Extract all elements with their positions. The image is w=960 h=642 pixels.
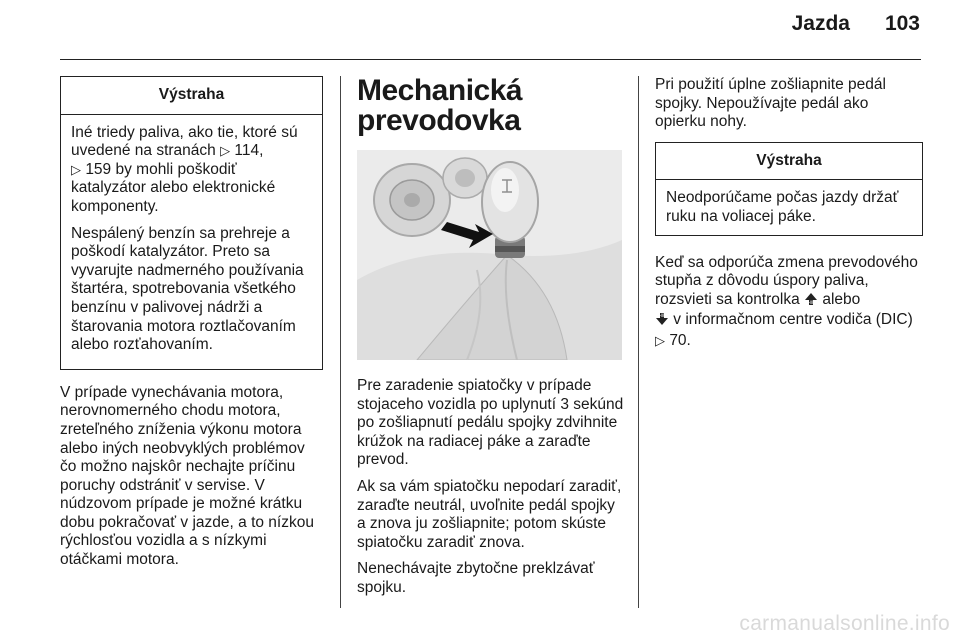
column-divider bbox=[638, 76, 639, 608]
body-text: v informačnom centre vodiča (DIC) bbox=[669, 311, 913, 329]
warning-body bbox=[61, 115, 322, 369]
warning-paragraph: Neodporúčame počas jazdy držať ruku na voliacej páke. bbox=[666, 189, 899, 225]
shift-up-indicator-icon bbox=[804, 292, 818, 312]
gear-lever-illustration bbox=[357, 150, 622, 360]
section-title-line: prevodovka bbox=[357, 104, 521, 137]
column-divider bbox=[340, 76, 341, 608]
header-divider bbox=[60, 59, 921, 60]
body-paragraph: Pri použití úplne zošliapnite pedál spojky. Nepoužívajte pedál ako opierku nohy. bbox=[655, 76, 886, 131]
body-text: Keď sa odporúča zmena prevodového stupňa z dôvodu úspory paliva, rozsvieti sa kontrolka bbox=[655, 253, 918, 308]
warning-text: 159 by mohli poškodiť katalyzátor alebo elektronické komponenty. bbox=[71, 160, 276, 215]
warning-title: Výstraha bbox=[61, 77, 322, 115]
page-reference-icon: ▷ bbox=[71, 161, 81, 177]
section-title-line: Mechanická bbox=[357, 74, 523, 107]
body-paragraph bbox=[655, 254, 923, 351]
body-paragraph: V prípade vynechávania motora, nerovnomerného chodu motora, zreteľného zníženia výkonu motora alebo iných neobvyklých problémov čo možno najskôr nechajte príčinu poruchy odstrániť v servise. V núdzovom prípade je možné krátku dobu pokračovať v jazde, a to nízkou rýchlosťou vozidla a s nízkymi otáčkami motora. bbox=[60, 383, 314, 569]
column-middle-text bbox=[357, 377, 627, 606]
gear-shift-photo bbox=[357, 150, 622, 360]
page-header-title: Jazda bbox=[791, 12, 850, 35]
page-number: 103 bbox=[884, 12, 920, 35]
warning-text: Iné triedy paliva, ako tie, ktoré sú uvedené na stranách bbox=[71, 123, 298, 160]
warning-box bbox=[655, 142, 923, 236]
body-paragraph: Ak sa vám spiatočku nepodarí zaradiť, zaraďte neutrál, uvoľnite pedál spojky a znova ju zošliapnite; potom skúste spiatočku zaradiť znova. bbox=[357, 477, 622, 551]
page-reference-link[interactable]: 70. bbox=[669, 331, 691, 349]
column-middle bbox=[357, 76, 627, 136]
svg-text:SHIFT: SHIFT bbox=[656, 313, 668, 319]
page-reference-icon: ▷ bbox=[220, 143, 231, 159]
body-paragraph: Nenechávajte zbytočne preklzávať spojku. bbox=[357, 560, 595, 596]
page-reference-icon: ▷ bbox=[655, 332, 665, 348]
warning-paragraph bbox=[71, 124, 312, 217]
footer-watermark: carmanualsonline.info bbox=[739, 612, 950, 635]
warning-body bbox=[656, 180, 922, 234]
svg-text:SHIFT: SHIFT bbox=[805, 299, 817, 305]
warning-paragraph: Nespálený benzín sa prehreje a poškodí katalyzátor. Preto sa vyvarujte nadmerného používania štartéra, spotrebovania všetkého benzínu v palivovej nádrži a štarovania motora roztlačovaním alebo rozťahovaním. bbox=[71, 224, 304, 354]
column-right bbox=[655, 76, 923, 359]
section-title bbox=[357, 76, 627, 136]
page-reference-link[interactable]: 114, bbox=[234, 142, 264, 160]
shift-down-indicator-icon bbox=[655, 312, 669, 332]
body-paragraph: Pre zaradenie spiatočky v prípade stojaceho vozidla po uplynutí 3 sekúnd po zošliapnutí pedálu spojky zdvihnite krúžok na radiacej páke a zaraďte prevod. bbox=[357, 377, 624, 469]
warning-title: Výstraha bbox=[656, 143, 922, 181]
column-left bbox=[60, 76, 323, 578]
body-text: alebo bbox=[818, 290, 861, 308]
warning-box bbox=[60, 76, 323, 370]
